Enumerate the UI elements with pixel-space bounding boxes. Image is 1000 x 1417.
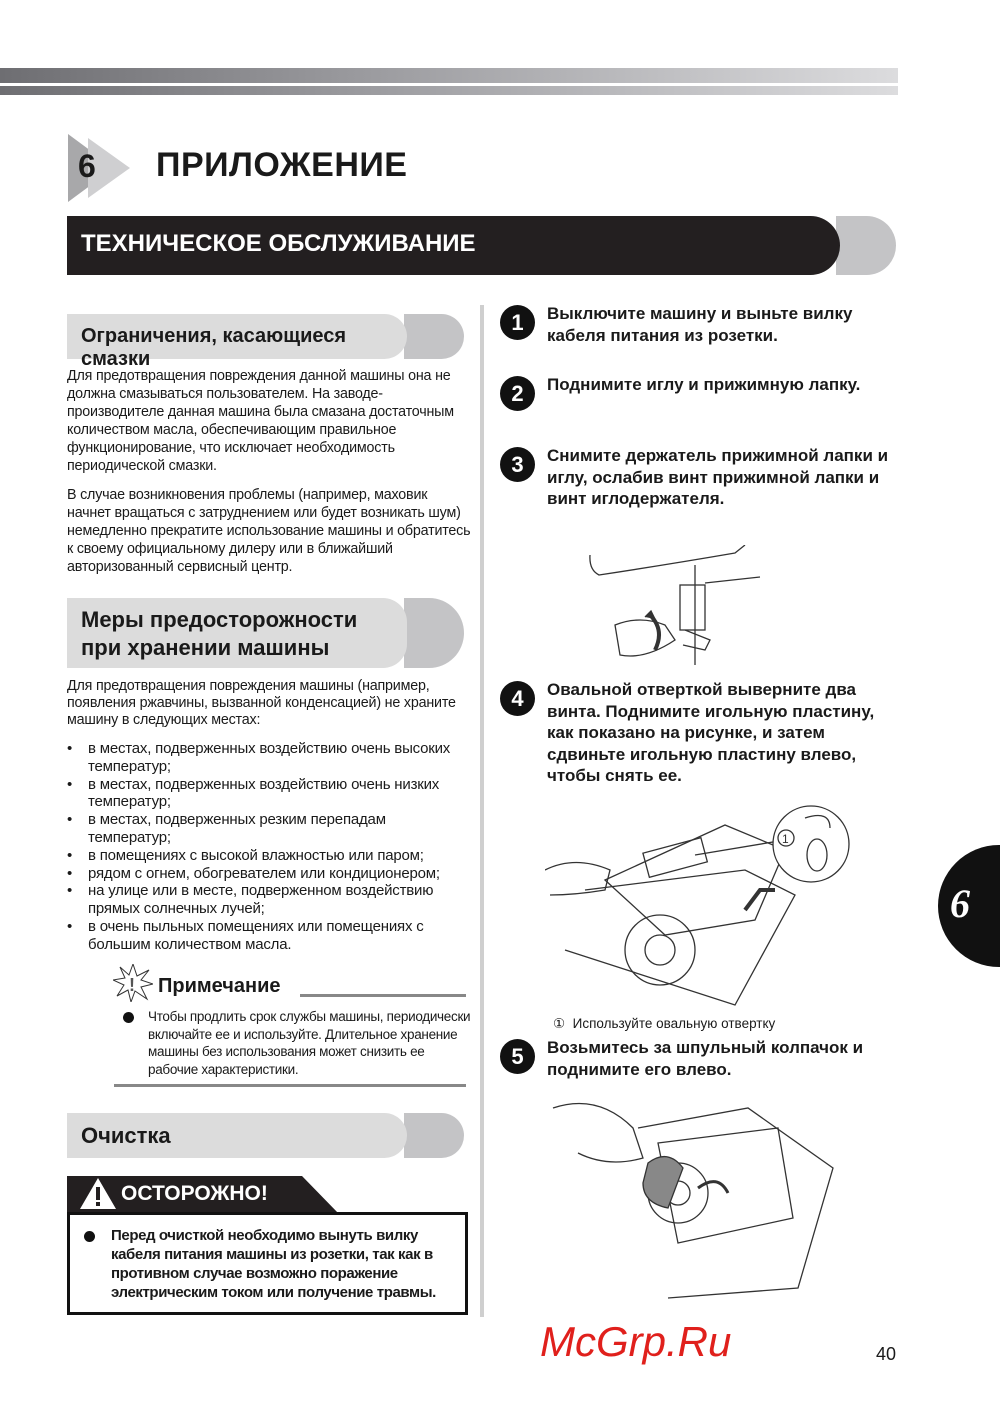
storage-heading-line1: Меры предосторожности <box>81 607 358 632</box>
lubrication-heading: Ограничения, касающиеся смазки <box>67 314 407 359</box>
band-cap <box>836 216 896 275</box>
storage-list <box>67 740 472 954</box>
section-heading: ТЕХНИЧЕСКОЕ ОБСЛУЖИВАНИЕ <box>67 216 840 275</box>
column-divider <box>480 305 484 1317</box>
band-cap <box>404 314 464 359</box>
step-number: 5 <box>500 1039 535 1074</box>
list-item: • в местах, подверженных воздействию очень высоких температур; <box>67 740 472 776</box>
caption-text: Используйте овальную отвертку <box>572 1016 776 1031</box>
caption-marker: ① <box>553 1016 566 1031</box>
chapter-side-tab: 6 <box>938 845 1000 967</box>
figure-caption <box>553 1016 775 1032</box>
header-stripe-bottom <box>0 86 898 95</box>
chapter-title: ПРИЛОЖЕНИЕ <box>156 146 408 184</box>
warning-title: ОСТОРОЖНО! <box>121 1182 268 1205</box>
step-number: 1 <box>500 305 535 340</box>
page-number: 40 <box>876 1344 897 1364</box>
bullet-icon <box>123 1012 134 1023</box>
chapter-number: 6 <box>78 148 96 184</box>
note-burst-icon <box>113 964 153 1002</box>
note-title: Примечание <box>158 975 281 997</box>
step-4 <box>500 679 900 787</box>
svg-text:!: ! <box>129 975 135 995</box>
header-stripe-top <box>0 68 898 83</box>
warning-triangle-icon <box>80 1178 116 1209</box>
presser-foot-illustration <box>585 545 775 675</box>
step-3 <box>500 445 900 510</box>
cleaning-heading: Очистка <box>67 1113 407 1158</box>
storage-heading-line2: при хранении машины <box>81 635 330 660</box>
note-rule <box>300 994 466 997</box>
needle-plate-illustration <box>545 800 855 1012</box>
note-text: Чтобы продлить срок службы машины, периодически включайте ее и используйте. Длительное хранение машины без использования может снизить ее рабочие характеристики. <box>148 1009 471 1077</box>
list-item: • на улице или в месте, подверженном воздействию прямых солнечных лучей; <box>67 882 472 918</box>
list-item: • в помещениях с высокой влажностью или паром; <box>67 847 472 865</box>
lubrication-paragraph-2: В случае возникновения проблемы (например, маховик начнет вращаться с затруднением или будет возникать шум) немедленно прекратите использование машины и обратитесь к своему официальному дилеру или в ближайший авторизованный сервисный центр. <box>67 487 471 575</box>
list-item: • в очень пыльных помещениях или помещениях с большим количеством масла. <box>67 918 472 954</box>
step-text: Снимите держатель прижимной лапки и иглу, ослабив винт прижимной лапки и винт иглодержателя. <box>547 446 889 508</box>
band-cap <box>404 598 464 668</box>
list-item: • рядом с огнем, обогревателем или кондиционером; <box>67 865 472 883</box>
band-cap <box>404 1113 464 1158</box>
step-text: Возьмитесь за шпульный колпачок и поднимите его влево. <box>547 1038 864 1079</box>
step-5 <box>500 1037 900 1080</box>
callout-marker: 1 <box>782 832 789 846</box>
storage-intro: Для предотвращения повреждения машины (например, появления ржавчины, вызванной конденсацией) не храните машину в следующих местах: <box>67 678 456 728</box>
watermark: McGrp.Ru <box>540 1318 732 1365</box>
step-number: 3 <box>500 447 535 482</box>
note-bottom-rule <box>114 1084 466 1087</box>
step-2 <box>500 374 900 406</box>
step-number: 4 <box>500 681 535 716</box>
step-number: 2 <box>500 376 535 411</box>
step-1 <box>500 303 900 346</box>
storage-heading <box>67 598 407 668</box>
list-item: • в местах, подверженных резким перепадам температур; <box>67 811 472 847</box>
step-text: Овальной отверткой выверните два винта. Поднимите игольную пластину, как показано на рисунке, и затем сдвиньте игольную пластину влево, чтобы снять ее. <box>547 680 875 785</box>
lubrication-paragraph-1: Для предотвращения повреждения данной машины она не должна смазываться пользователем. На заводе-производителе данная машина была смазана достаточным количеством масла, обеспечивающим правильное функционирование, что исключает необходимость периодической смазки. <box>67 368 454 474</box>
list-item: • в местах, подверженных воздействию очень низких температур; <box>67 776 472 812</box>
warning-text: Перед очисткой необходимо вынуть вилку кабеля питания машины из розетки, так как в противном случае возможно поражение электрическим током или получение травмы. <box>111 1227 436 1301</box>
step-text: Выключите машину и выньте вилку кабеля питания из розетки. <box>547 304 853 345</box>
step-text: Поднимите иглу и прижимную лапку. <box>547 375 861 394</box>
bullet-icon <box>84 1231 95 1242</box>
bobbin-case-illustration <box>548 1098 838 1303</box>
